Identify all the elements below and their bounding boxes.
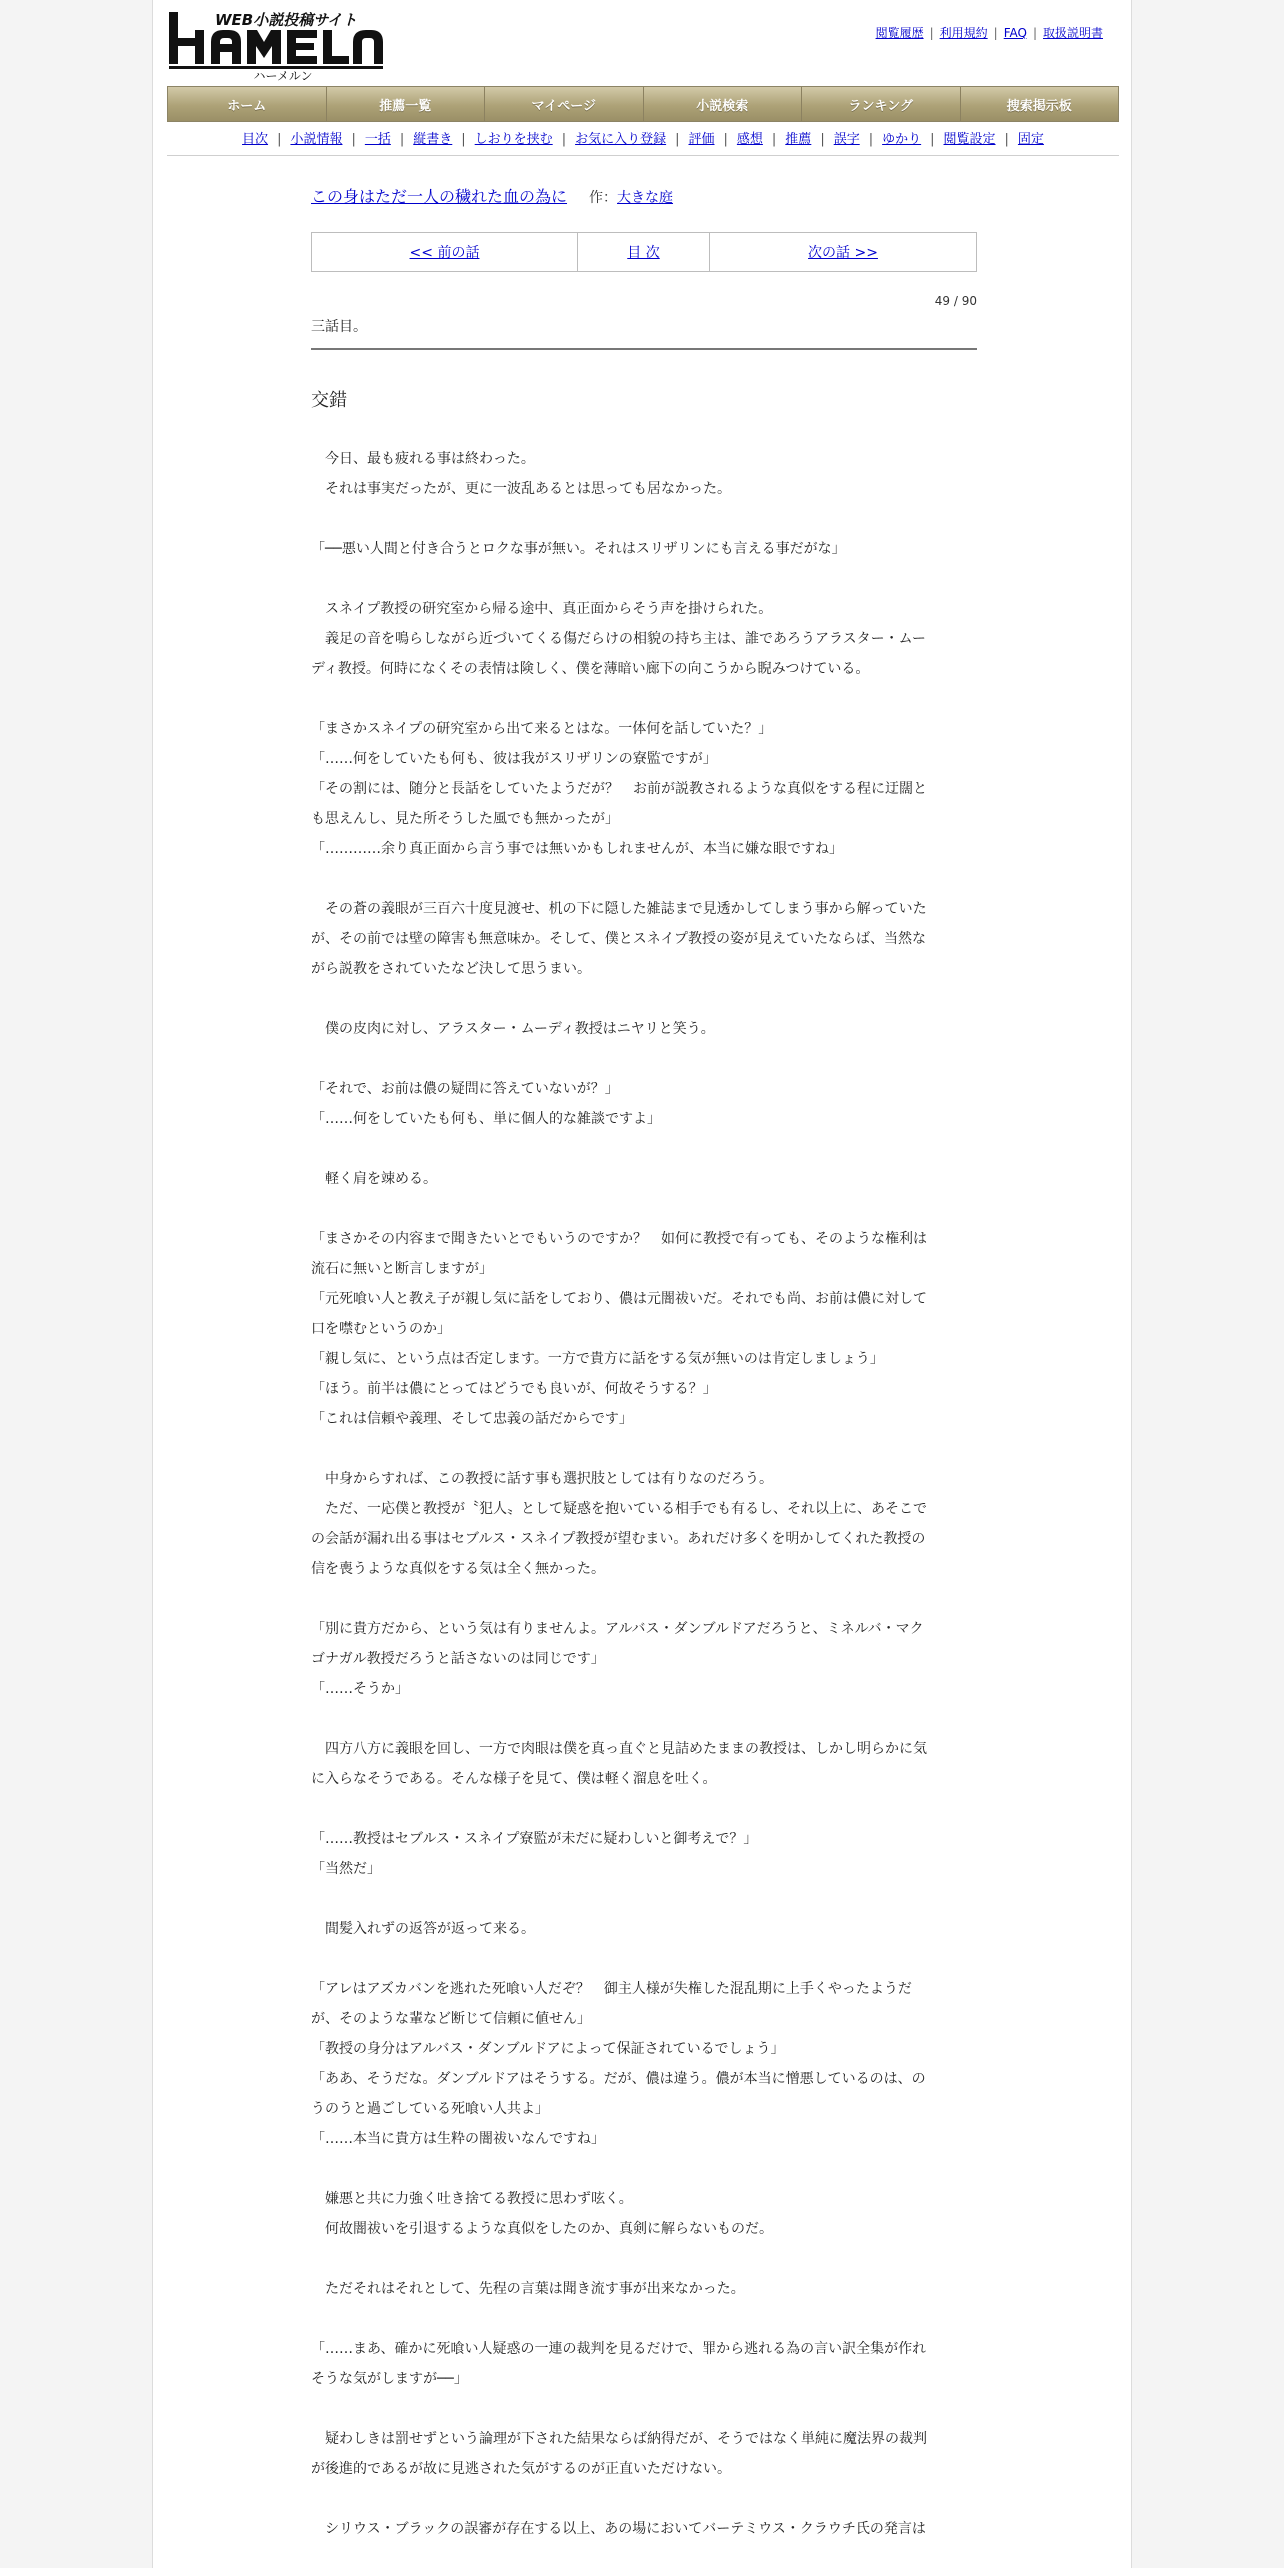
body-line: そうな気がしますが──」	[311, 2371, 468, 2387]
body-line	[311, 984, 977, 1014]
body-line: 「当然だ」	[311, 1861, 381, 1877]
body-line	[311, 1434, 977, 1464]
novel-sub-nav: 目次 | 小説情報 | 一括 | 縦書き | しおりを挟む | お気に入り登録 | 評価 | 感想 | 推薦 | 誤字 | ゆかり | 閲覧設定 | 固定	[167, 128, 1119, 156]
nav-mypage[interactable]: マイページ	[485, 87, 644, 121]
subnav-toc[interactable]: 目次	[242, 132, 269, 147]
divider	[311, 348, 977, 350]
body-line: 「……何をしていたも何も、彼は我がスリザリンの寮監ですが」	[311, 751, 717, 767]
subnav-novel-info[interactable]: 小説情報	[290, 132, 343, 147]
body-line: 「…………余り真正面から言う事では無いかもしれませんが、本当に嫌な眼ですね」	[311, 841, 843, 857]
body-line: 信を喪うような真似をする気は全く無かった。	[311, 1561, 605, 1577]
body-line: 「まさかその内容まで聞きたいとでもいうのですか？ 如何に教授で有っても、そのような権利は	[311, 1231, 927, 1247]
body-line: 「……そうか」	[311, 1681, 409, 1697]
subnav-pin[interactable]: 固定	[1017, 132, 1044, 147]
body-line	[311, 1584, 977, 1614]
hameln-logo[interactable]	[167, 8, 397, 82]
body-line	[311, 2304, 977, 2334]
body-line: に入らなそうである。そんな様子を見て、僕は軽く溜息を吐く。	[311, 1771, 717, 1787]
body-line	[311, 864, 977, 894]
nav-ranking[interactable]: ランキング	[802, 87, 961, 121]
body-line	[311, 504, 977, 534]
body-line	[311, 564, 977, 594]
toc-link[interactable]: 目 次	[578, 233, 710, 271]
body-line: 「ああ、そうだな。ダンブルドアはそうする。だが、儂は違う。儂が本当に憎悪しているのは、の	[311, 2071, 926, 2087]
body-line: 「その割には、随分と長話をしていたようだが？ お前が説教されるような真似をする程に迂闊と	[311, 781, 927, 797]
body-line	[311, 1134, 977, 1164]
body-line: 「これは信頼や義理、そして忠義の話だからです」	[311, 1411, 633, 1427]
nav-novel-search[interactable]: 小説検索	[644, 87, 803, 121]
body-line: シリウス・ブラックの誤審が存在する以上、あの場においてバーテミウス・クラウチ氏の発言は	[311, 2521, 926, 2537]
body-line	[311, 1884, 977, 1914]
body-line: 四方八方に義眼を回し、一方で肉眼は僕を真っ直ぐと見詰めたままの教授は、しかし明らかに気	[311, 1741, 927, 1757]
subnav-typo[interactable]: 誤字	[833, 132, 860, 147]
body-line: 「……教授はセブルス・スネイプ寮監が未だに疑わしいと御考えで？」	[311, 1831, 758, 1847]
novel-title-link[interactable]: この身はただ一人の穢れた血の為に	[311, 187, 568, 206]
body-line: 「元死喰い人と教え子が親し気に話をしており、儂は元闇祓いだ。それでも尚、お前は儂に対して	[311, 1291, 927, 1307]
body-line: 義足の音を鳴らしながら近づいてくる傷だらけの相貌の持ち主は、誰であろうアラスター・ムー	[311, 631, 926, 647]
body-line: 口を噤むというのか」	[311, 1321, 451, 1337]
body-line	[311, 684, 977, 714]
subnav-bulk[interactable]: 一括	[364, 132, 391, 147]
body-line: 中身からすれば、この教授に話す事も選択肢としては有りなのだろう。	[311, 1471, 773, 1487]
body-line: 嫌悪と共に力強く吐き捨てる教授に思わず呟く。	[311, 2191, 633, 2207]
page-container	[152, 0, 1132, 2568]
body-line: 「……何をしていたも何も、単に個人的な雑談ですよ」	[311, 1111, 661, 1127]
body-line: も思えんし、見た所そうした風でも無かったが」	[311, 811, 619, 827]
global-nav	[167, 86, 1119, 122]
author-link[interactable]: 大きな庭	[617, 190, 674, 206]
body-line	[311, 2244, 977, 2274]
body-line	[311, 1194, 977, 1224]
body-line: がら説教をされていたなど決して思うまい。	[311, 961, 591, 977]
logo-kana: ハーメルン	[253, 69, 313, 82]
body-line: その蒼の義眼が三百六十度見渡せ、机の下に隠した雑誌まで見透かしてしまう事から解っていた	[311, 901, 927, 917]
body-line	[311, 2484, 977, 2514]
body-line	[311, 2154, 977, 2184]
body-line	[311, 2394, 977, 2424]
body-line: 軽く肩を竦める。	[311, 1171, 437, 1187]
body-line: ディ教授。何時になくその表情は険しく、僕を薄暗い廊下の向こうから睨みつけている。	[311, 661, 870, 677]
body-line: 「アレはアズカバンを逃れた死喰い人だぞ？ 御主人様が失権した混乱期に上手くやったようだ	[311, 1981, 912, 1997]
faq-link[interactable]: FAQ	[1003, 26, 1027, 40]
nav-search-board[interactable]: 捜索掲示板	[1006, 98, 1072, 114]
body-line: 「別に貴方だから、という気は有りませんよ。アルバス・ダンブルドアだろうと、ミネルバ・マク	[311, 1621, 924, 1637]
body-line: 僕の皮肉に対し、アラスター・ムーディ教授はニヤリと笑う。	[311, 1021, 715, 1037]
title-row	[311, 184, 977, 210]
body-line: スネイプ教授の研究室から帰る途中、真正面からそう声を掛けられた。	[311, 601, 773, 617]
chapter-content	[311, 184, 977, 2544]
nav-home[interactable]: ホーム	[168, 87, 327, 121]
subnav-bookmark[interactable]: しおりを挟む	[474, 132, 553, 147]
chapter-title: 交錯	[311, 390, 347, 411]
episode-label: 三話目。	[311, 319, 367, 335]
logo-tagline: WEB小説投稿サイト	[215, 11, 358, 29]
body-line: の会話が漏れ出る事はセブルス・スネイプ教授が望むまい。あれだけ多くを明かしてくれた教授の	[311, 1531, 926, 1547]
page-counter: 49 / 90	[934, 294, 977, 308]
body-line: 間髪入れずの返答が返って来る。	[311, 1921, 535, 1937]
body-line: ただそれはそれとして、先程の言葉は聞き流す事が出来なかった。	[311, 2281, 745, 2297]
body-line: が、そのような輩など断じて信頼に値せん」	[311, 2011, 591, 2027]
subnav-vertical[interactable]: 縦書き	[413, 132, 453, 147]
nav-recommendations[interactable]: 推薦一覧	[327, 87, 486, 121]
body-line: 「それで、お前は儂の疑問に答えていないが？」	[311, 1081, 619, 1097]
subnav-view-settings[interactable]: 閲覧設定	[943, 132, 996, 147]
body-line: 今日、最も疲れる事は終わった。	[311, 451, 535, 467]
body-line: それは事実だったが、更に一波乱あるとは思っても居なかった。	[311, 481, 731, 497]
chapter-body	[311, 444, 977, 2544]
body-line: 流石に無いと断言しますが」	[311, 1261, 493, 1277]
body-line: 「教授の身分はアルバス・ダンブルドアによって保証されているでしょう」	[311, 2041, 785, 2057]
body-line	[311, 1944, 977, 1974]
body-line: が後進的であるが故に見逃された気がするのが正直いただけない。	[311, 2461, 731, 2477]
body-line: ただ、一応僕と教授が〝犯人〟として疑惑を抱いている相手でも有るし、それ以上に、あそこで	[311, 1501, 927, 1517]
subnav-related[interactable]: ゆかり	[882, 132, 922, 147]
body-line: 「親し気に、という点は否定します。一方で貴方に話をする気が無いのは肯定しましょう」	[311, 1351, 884, 1367]
body-line: 「……本当に貴方は生粋の闇祓いなんですね」	[311, 2131, 605, 2147]
subnav-review[interactable]: 感想	[736, 132, 763, 147]
terms-link[interactable]: 利用規約	[939, 26, 988, 40]
subnav-recommend[interactable]: 推薦	[785, 132, 812, 147]
body-line: 疑わしきは罰せずという論理が下された結果ならば納得だが、そうではなく単純に魔法界の裁判	[311, 2431, 927, 2447]
subnav-rating[interactable]: 評価	[688, 132, 715, 147]
body-line	[311, 1794, 977, 1824]
utility-links: 閲覧履歴 | 利用規約 | FAQ | 取扱説明書	[875, 26, 1103, 40]
body-line: うのうと過ごしている死喰い人共よ」	[311, 2101, 549, 2117]
body-line: 「……まあ、確かに死喰い人疑惑の一連の裁判を見るだけで、罪から逃れる為の言い訳全集が作れ	[311, 2341, 927, 2357]
body-line	[311, 1044, 977, 1074]
body-line: が、その前では壁の障害も無意味か。そして、僕とスネイプ教授の姿が見えていたならば、当然な	[311, 931, 927, 947]
next-chapter-link[interactable]: 次の話 >>	[808, 245, 878, 261]
author-prefix: 作：	[589, 190, 618, 206]
body-line: 何故闇祓いを引退するような真似をしたのか、真剣に解らないものだ。	[311, 2221, 773, 2237]
subnav-favorite[interactable]: お気に入り登録	[575, 132, 667, 147]
manual-link[interactable]: 取扱説明書	[1042, 26, 1103, 40]
body-line: 「ほう。前半は儂にとってはどうでも良いが、何故そうする？」	[311, 1381, 717, 1397]
body-line	[311, 1704, 977, 1734]
prev-chapter-link[interactable]: << 前の話	[312, 233, 578, 271]
chapter-nav	[311, 232, 977, 272]
body-line: 「まさかスネイプの研究室から出て来るとはな。一体何を話していた？」	[311, 721, 773, 737]
logo-graphic	[167, 8, 397, 82]
body-line: 「──悪い人間と付き合うとロクな事が無い。それはスリザリンにも言える事だがな」	[311, 541, 846, 557]
history-link[interactable]: 閲覧履歴	[875, 26, 924, 40]
body-line: ゴナガル教授だろうと話さないのは同じです」	[311, 1651, 605, 1667]
